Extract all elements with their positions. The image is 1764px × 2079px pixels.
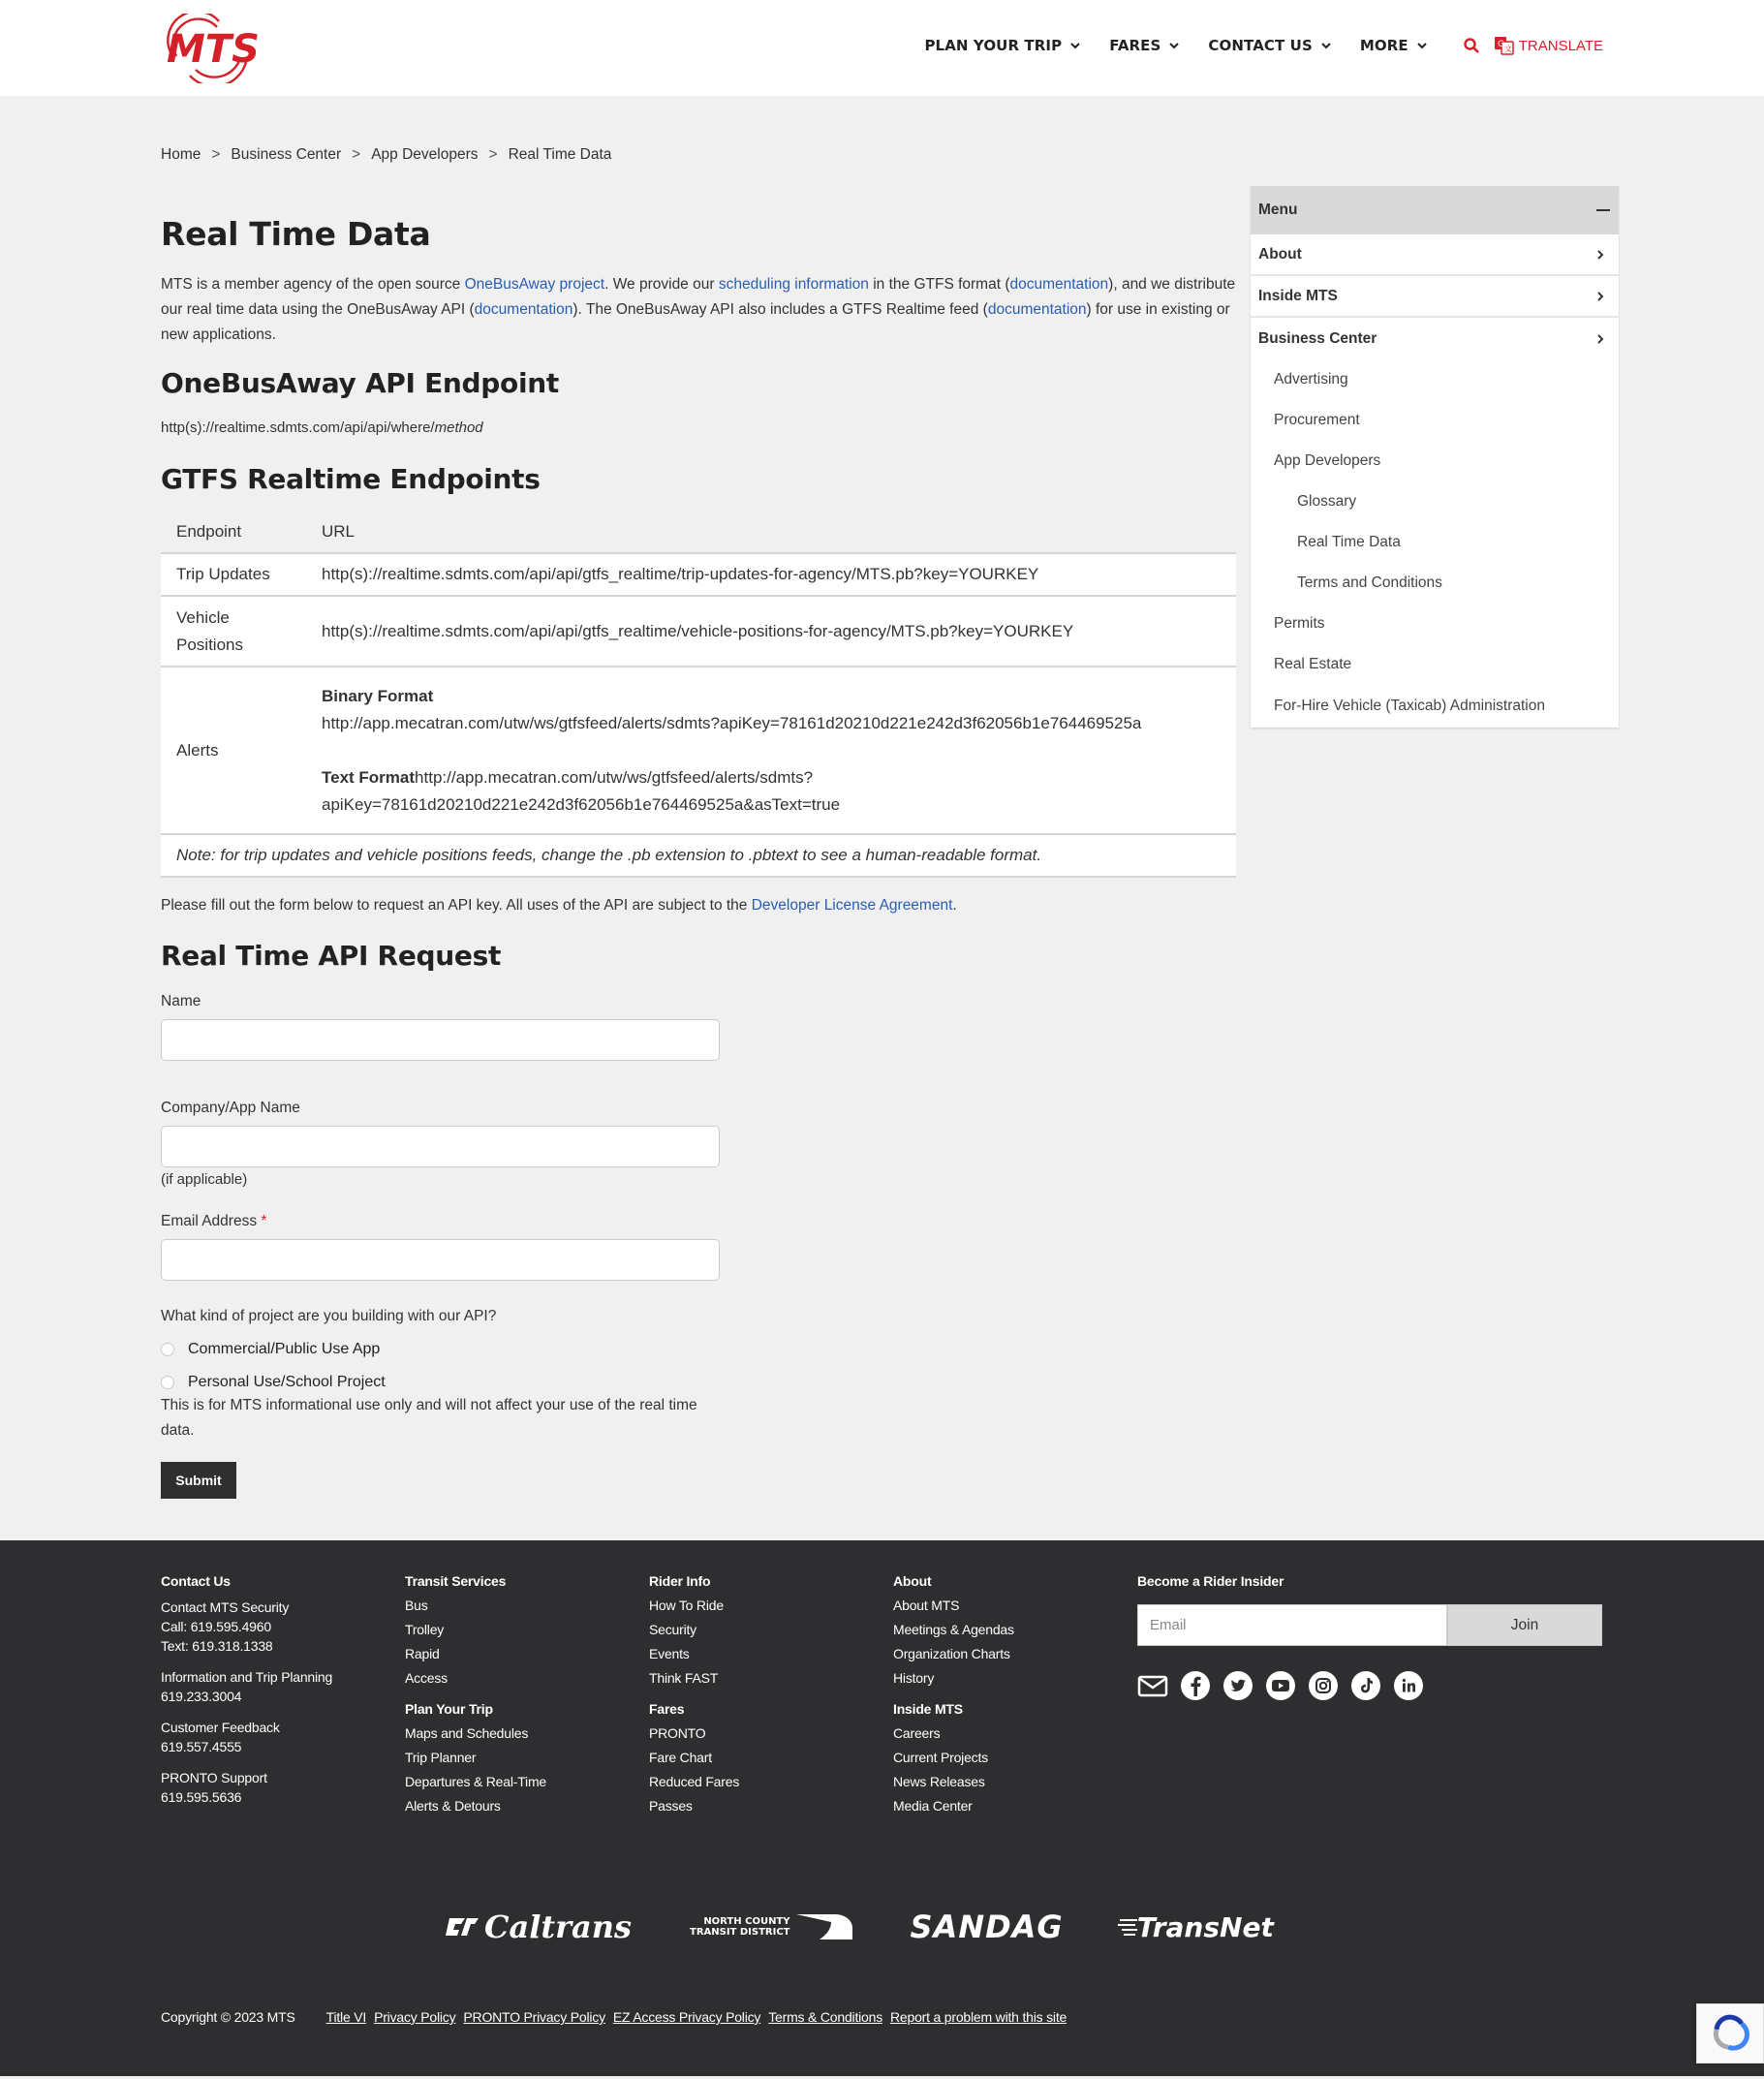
footer-link[interactable]: Rapid: [405, 1646, 440, 1661]
text-format-url: Text Formathttp://app.mecatran.com/utw/ws/gtfsfeed/alerts/sdmts? apiKey=78161d20210d221e242d3f62056b1e764469525a&asText=true: [322, 767, 841, 814]
name-input[interactable]: [161, 1019, 720, 1061]
sidebar-menu: [1251, 186, 1619, 728]
request-heading: Real Time API Request: [161, 940, 502, 972]
footer-link[interactable]: News Releases: [893, 1774, 985, 1789]
footer-link[interactable]: Access: [405, 1670, 448, 1686]
footer-link[interactable]: Think FAST: [649, 1670, 719, 1686]
footer-link[interactable]: Reduced Fares: [649, 1774, 740, 1789]
linkedin-icon[interactable]: [1393, 1670, 1424, 1701]
newsletter-email-input[interactable]: Email: [1137, 1604, 1447, 1646]
table-header-url: URL: [322, 521, 356, 541]
oba-endpoint-heading: OneBusAway API Endpoint: [161, 367, 559, 399]
search-icon[interactable]: [1463, 37, 1480, 54]
nctd-logo[interactable]: NORTH COUNTY TRANSIT DISTRICT: [690, 1914, 851, 1939]
sandag-logo[interactable]: SANDAG: [910, 1908, 1064, 1945]
project-help: This is for MTS informational use only and will not affect your use of the real time data.: [161, 1397, 697, 1439]
breadcrumb-home[interactable]: Home: [161, 146, 201, 163]
sidebar-item-permits[interactable]: Permits: [1274, 615, 1325, 632]
footer-link[interactable]: Careers: [893, 1725, 941, 1741]
footer-link[interactable]: PRONTO: [649, 1725, 706, 1741]
footer-link[interactable]: Media Center: [893, 1798, 973, 1814]
site-footer: [0, 1540, 1764, 2076]
table-row: [161, 553, 1236, 596]
chevron-down-icon: [1069, 40, 1081, 51]
collapse-icon[interactable]: [1596, 203, 1610, 217]
main-nav: [896, 35, 1603, 56]
footer-link[interactable]: Passes: [649, 1798, 693, 1814]
breadcrumb-separator: >: [211, 146, 221, 163]
project-question: What kind of project are you building with our API?: [161, 1308, 497, 1324]
svg-text:文: 文: [1503, 45, 1512, 53]
social-links: [1137, 1670, 1436, 1701]
gtfs-documentation-link[interactable]: documentation: [1009, 276, 1109, 293]
svg-text:MTS: MTS: [167, 27, 260, 72]
site-header: [0, 0, 1764, 96]
binary-format-label: Binary Format: [322, 686, 434, 705]
sidebar-item-app-developers[interactable]: App Developers: [1274, 452, 1381, 469]
footer-legal: [161, 2009, 1074, 2025]
required-mark: *: [261, 1213, 267, 1229]
breadcrumb-separator: >: [488, 146, 498, 163]
footer-link[interactable]: Maps and Schedules: [405, 1725, 529, 1741]
sidebar-item-for-hire-vehicle[interactable]: For-Hire Vehicle (Taxicab) Administration: [1274, 698, 1545, 714]
sidebar-item-real-estate[interactable]: Real Estate: [1274, 656, 1352, 672]
endpoint-name: Alerts: [176, 740, 219, 760]
gtfs-endpoints-table: [161, 511, 1236, 878]
oba-api-documentation-link[interactable]: documentation: [474, 301, 573, 318]
svg-text:G: G: [1497, 40, 1504, 49]
radio-personal[interactable]: Personal Use/School Project: [161, 1374, 1236, 1391]
chevron-down-icon: [1416, 40, 1428, 51]
table-header-endpoint: Endpoint: [176, 521, 242, 541]
footer-link[interactable]: Departures & Real-Time: [405, 1774, 547, 1789]
sidebar-item-about[interactable]: About: [1251, 234, 1619, 276]
footer-link[interactable]: About MTS: [893, 1598, 960, 1613]
nav-more[interactable]: MORE: [1360, 37, 1428, 54]
sidebar-item-terms[interactable]: Terms and Conditions: [1297, 574, 1442, 591]
join-button[interactable]: Join: [1447, 1604, 1602, 1646]
footer-insider: Become a Rider Insider: [1137, 1573, 1284, 1589]
oba-endpoint-url: http(s)://realtime.sdmts.com/api/api/where/method: [161, 419, 483, 436]
contact-trip-planning[interactable]: Information and Trip Planning 619.233.3004: [161, 1669, 333, 1704]
email-label: Email Address *: [161, 1213, 267, 1229]
transnet-logo[interactable]: TransNet: [1118, 1911, 1274, 1943]
footer-contact: Contact Us Contact MTS Security Call: 619.595.4960 Text: 619.318.1338 Information and Trip Planning 619.233.3004 Customer Feedback 619.557.4555 PRONTO Support 619.595.5636: [161, 1573, 333, 1805]
legal-link[interactable]: Privacy Policy: [374, 2009, 456, 2025]
contact-pronto[interactable]: PRONTO Support 619.595.5636: [161, 1770, 267, 1805]
table-row: [161, 667, 1236, 834]
contact-security[interactable]: Contact MTS Security Call: 619.595.4960 Text: 619.318.1338: [161, 1599, 290, 1654]
footer-link[interactable]: Security: [649, 1622, 696, 1637]
twitter-icon[interactable]: [1222, 1670, 1253, 1701]
chevron-right-icon: [1595, 291, 1605, 302]
company-input[interactable]: [161, 1126, 720, 1167]
onebusaway-project-link[interactable]: OneBusAway project: [464, 276, 605, 293]
chevron-down-icon: [1168, 40, 1180, 51]
nav-contact-us[interactable]: CONTACT US: [1208, 37, 1331, 54]
transnet-speed-lines-icon: [1118, 1916, 1137, 1938]
footer-link[interactable]: Fare Chart: [649, 1750, 712, 1765]
legal-link[interactable]: Title VI: [325, 2009, 367, 2025]
table-note-row: [161, 834, 1236, 877]
chevron-down-icon: [1320, 40, 1332, 51]
facebook-icon[interactable]: [1180, 1670, 1211, 1701]
endpoint-name: Vehicle Positions: [176, 607, 243, 654]
legal-link[interactable]: Terms & Conditions: [768, 2009, 883, 2025]
footer-transit: Transit Services Bus Trolley Rapid Access Plan Your Trip Maps and Schedules Trip Planner Departures & Real-Time Alerts & Detours: [405, 1573, 547, 1814]
radio-button[interactable]: [161, 1376, 174, 1389]
company-label: Company/App Name: [161, 1100, 300, 1116]
name-label: Name: [161, 993, 201, 1009]
company-help: (if applicable): [161, 1171, 248, 1188]
endpoint-name: Trip Updates: [176, 565, 270, 583]
breadcrumb-business-center[interactable]: Business Center: [231, 146, 342, 163]
recaptcha-icon: [1697, 2004, 1764, 2064]
footer-link[interactable]: Organization Charts: [893, 1646, 1010, 1661]
license-paragraph: Please fill out the form below to request an API key. All uses of the API are subject to the Developer License Agreement.: [161, 897, 957, 914]
tiktok-icon[interactable]: [1350, 1670, 1381, 1701]
sidebar-item-real-time-data[interactable]: Real Time Data: [1297, 534, 1401, 550]
page-title: Real Time Data: [161, 215, 431, 253]
alerts-urls: [306, 667, 1236, 834]
footer-link[interactable]: Current Projects: [893, 1750, 988, 1765]
breadcrumb-app-developers[interactable]: App Developers: [371, 146, 479, 163]
intro-paragraph: MTS is a member agency of the open source OneBusAway project. We provide our scheduling information in the GTFS format (documentation), and we distribute our real time data using the OneBusAway API (documentation). The OneBusAway API also includes a GTFS Realtime feed (documentation) for use in existing or new applications.: [161, 276, 1236, 343]
caltrans-mark-icon: [446, 1914, 480, 1939]
chevron-right-icon: [1595, 333, 1605, 345]
breadcrumb-current: Real Time Data: [508, 146, 612, 163]
scheduling-information-link[interactable]: scheduling information: [718, 276, 869, 293]
recaptcha-badge[interactable]: [1696, 2003, 1764, 2063]
mts-logo[interactable]: [161, 14, 289, 83]
email-input[interactable]: [161, 1239, 720, 1281]
translate-icon: [1494, 35, 1515, 56]
table-note: Note: for trip updates and vehicle positions feeds, change the .pb extension to .pbtext to see a human-readable format.: [176, 846, 1042, 864]
sidebar-item-procurement[interactable]: Procurement: [1274, 412, 1360, 428]
developer-license-link[interactable]: Developer License Agreement: [751, 897, 953, 914]
submit-button[interactable]: Submit: [161, 1462, 236, 1499]
radio-commercial[interactable]: Commercial/Public Use App: [161, 1341, 1236, 1358]
footer-link[interactable]: How To Ride: [649, 1598, 724, 1613]
sidebar-item-business-center[interactable]: Business Center: [1251, 318, 1619, 359]
api-request-form: [161, 993, 1236, 1499]
nav-plan-your-trip[interactable]: PLAN YOUR TRIP: [924, 37, 1081, 54]
legal-link[interactable]: PRONTO Privacy Policy: [463, 2009, 605, 2025]
gtfs-realtime-heading: GTFS Realtime Endpoints: [161, 463, 541, 495]
copyright-text: Copyright © 2023 MTS: [161, 2009, 295, 2025]
breadcrumb-separator: >: [352, 146, 361, 163]
nctd-mark-icon: [796, 1914, 852, 1939]
footer-link[interactable]: Trip Planner: [405, 1750, 477, 1765]
legal-link[interactable]: EZ Access Privacy Policy: [612, 2009, 761, 2025]
endpoint-url: http(s)://realtime.sdmts.com/api/api/gtfs_realtime/vehicle-positions-for-agency/MTS.pb?key=YOURKEY: [322, 621, 1074, 640]
endpoint-url: http(s)://realtime.sdmts.com/api/api/gtfs_realtime/trip-updates-for-agency/MTS.pb?key=YOURKEY: [322, 565, 1039, 583]
sidebar-item-glossary[interactable]: Glossary: [1297, 493, 1357, 510]
partner-logos: [446, 1908, 1274, 1945]
gtfs-realtime-documentation-link[interactable]: documentation: [987, 301, 1087, 318]
binary-format-url: http://app.mecatran.com/utw/ws/gtfsfeed/alerts/sdmts?apiKey=78161d20210d221e242d3f62056b1e764469525a: [322, 713, 1142, 732]
nav-fares[interactable]: FARES: [1109, 37, 1180, 54]
footer-link[interactable]: Alerts & Detours: [405, 1798, 501, 1814]
main-content: [161, 215, 1236, 1499]
table-row: [161, 596, 1236, 667]
caltrans-logo[interactable]: Caltrans: [446, 1908, 632, 1945]
translate-button[interactable]: G 文 TRANSLATE: [1494, 35, 1603, 56]
footer-link[interactable]: Meetings & Agendas: [893, 1622, 1014, 1637]
breadcrumb: [161, 146, 611, 164]
youtube-icon[interactable]: [1265, 1670, 1296, 1701]
footer-link[interactable]: Bus: [405, 1598, 428, 1613]
chevron-right-icon: [1595, 249, 1605, 261]
sidebar-item-inside-mts[interactable]: Inside MTS: [1251, 276, 1619, 318]
sidebar-item-advertising[interactable]: Advertising: [1274, 371, 1348, 388]
newsletter-form: [1137, 1604, 1602, 1646]
email-icon[interactable]: [1137, 1670, 1168, 1701]
legal-link[interactable]: Report a problem with this site: [890, 2009, 1068, 2025]
footer-link[interactable]: Events: [649, 1646, 690, 1661]
sidebar-header[interactable]: Menu: [1251, 186, 1619, 234]
contact-feedback[interactable]: Customer Feedback 619.557.4555: [161, 1720, 280, 1754]
footer-rider-info: Rider Info How To Ride Security Events Think FAST Fares PRONTO Fare Chart Reduced Fares Passes: [649, 1573, 740, 1814]
instagram-icon[interactable]: [1308, 1670, 1339, 1701]
footer-link[interactable]: Trolley: [405, 1622, 445, 1637]
radio-button[interactable]: [161, 1343, 174, 1356]
footer-about: About About MTS Meetings & Agendas Organization Charts History Inside MTS Careers Current Projects News Releases Media Center: [893, 1573, 1014, 1814]
table-header-row: [161, 511, 1236, 553]
footer-link[interactable]: History: [893, 1670, 935, 1686]
